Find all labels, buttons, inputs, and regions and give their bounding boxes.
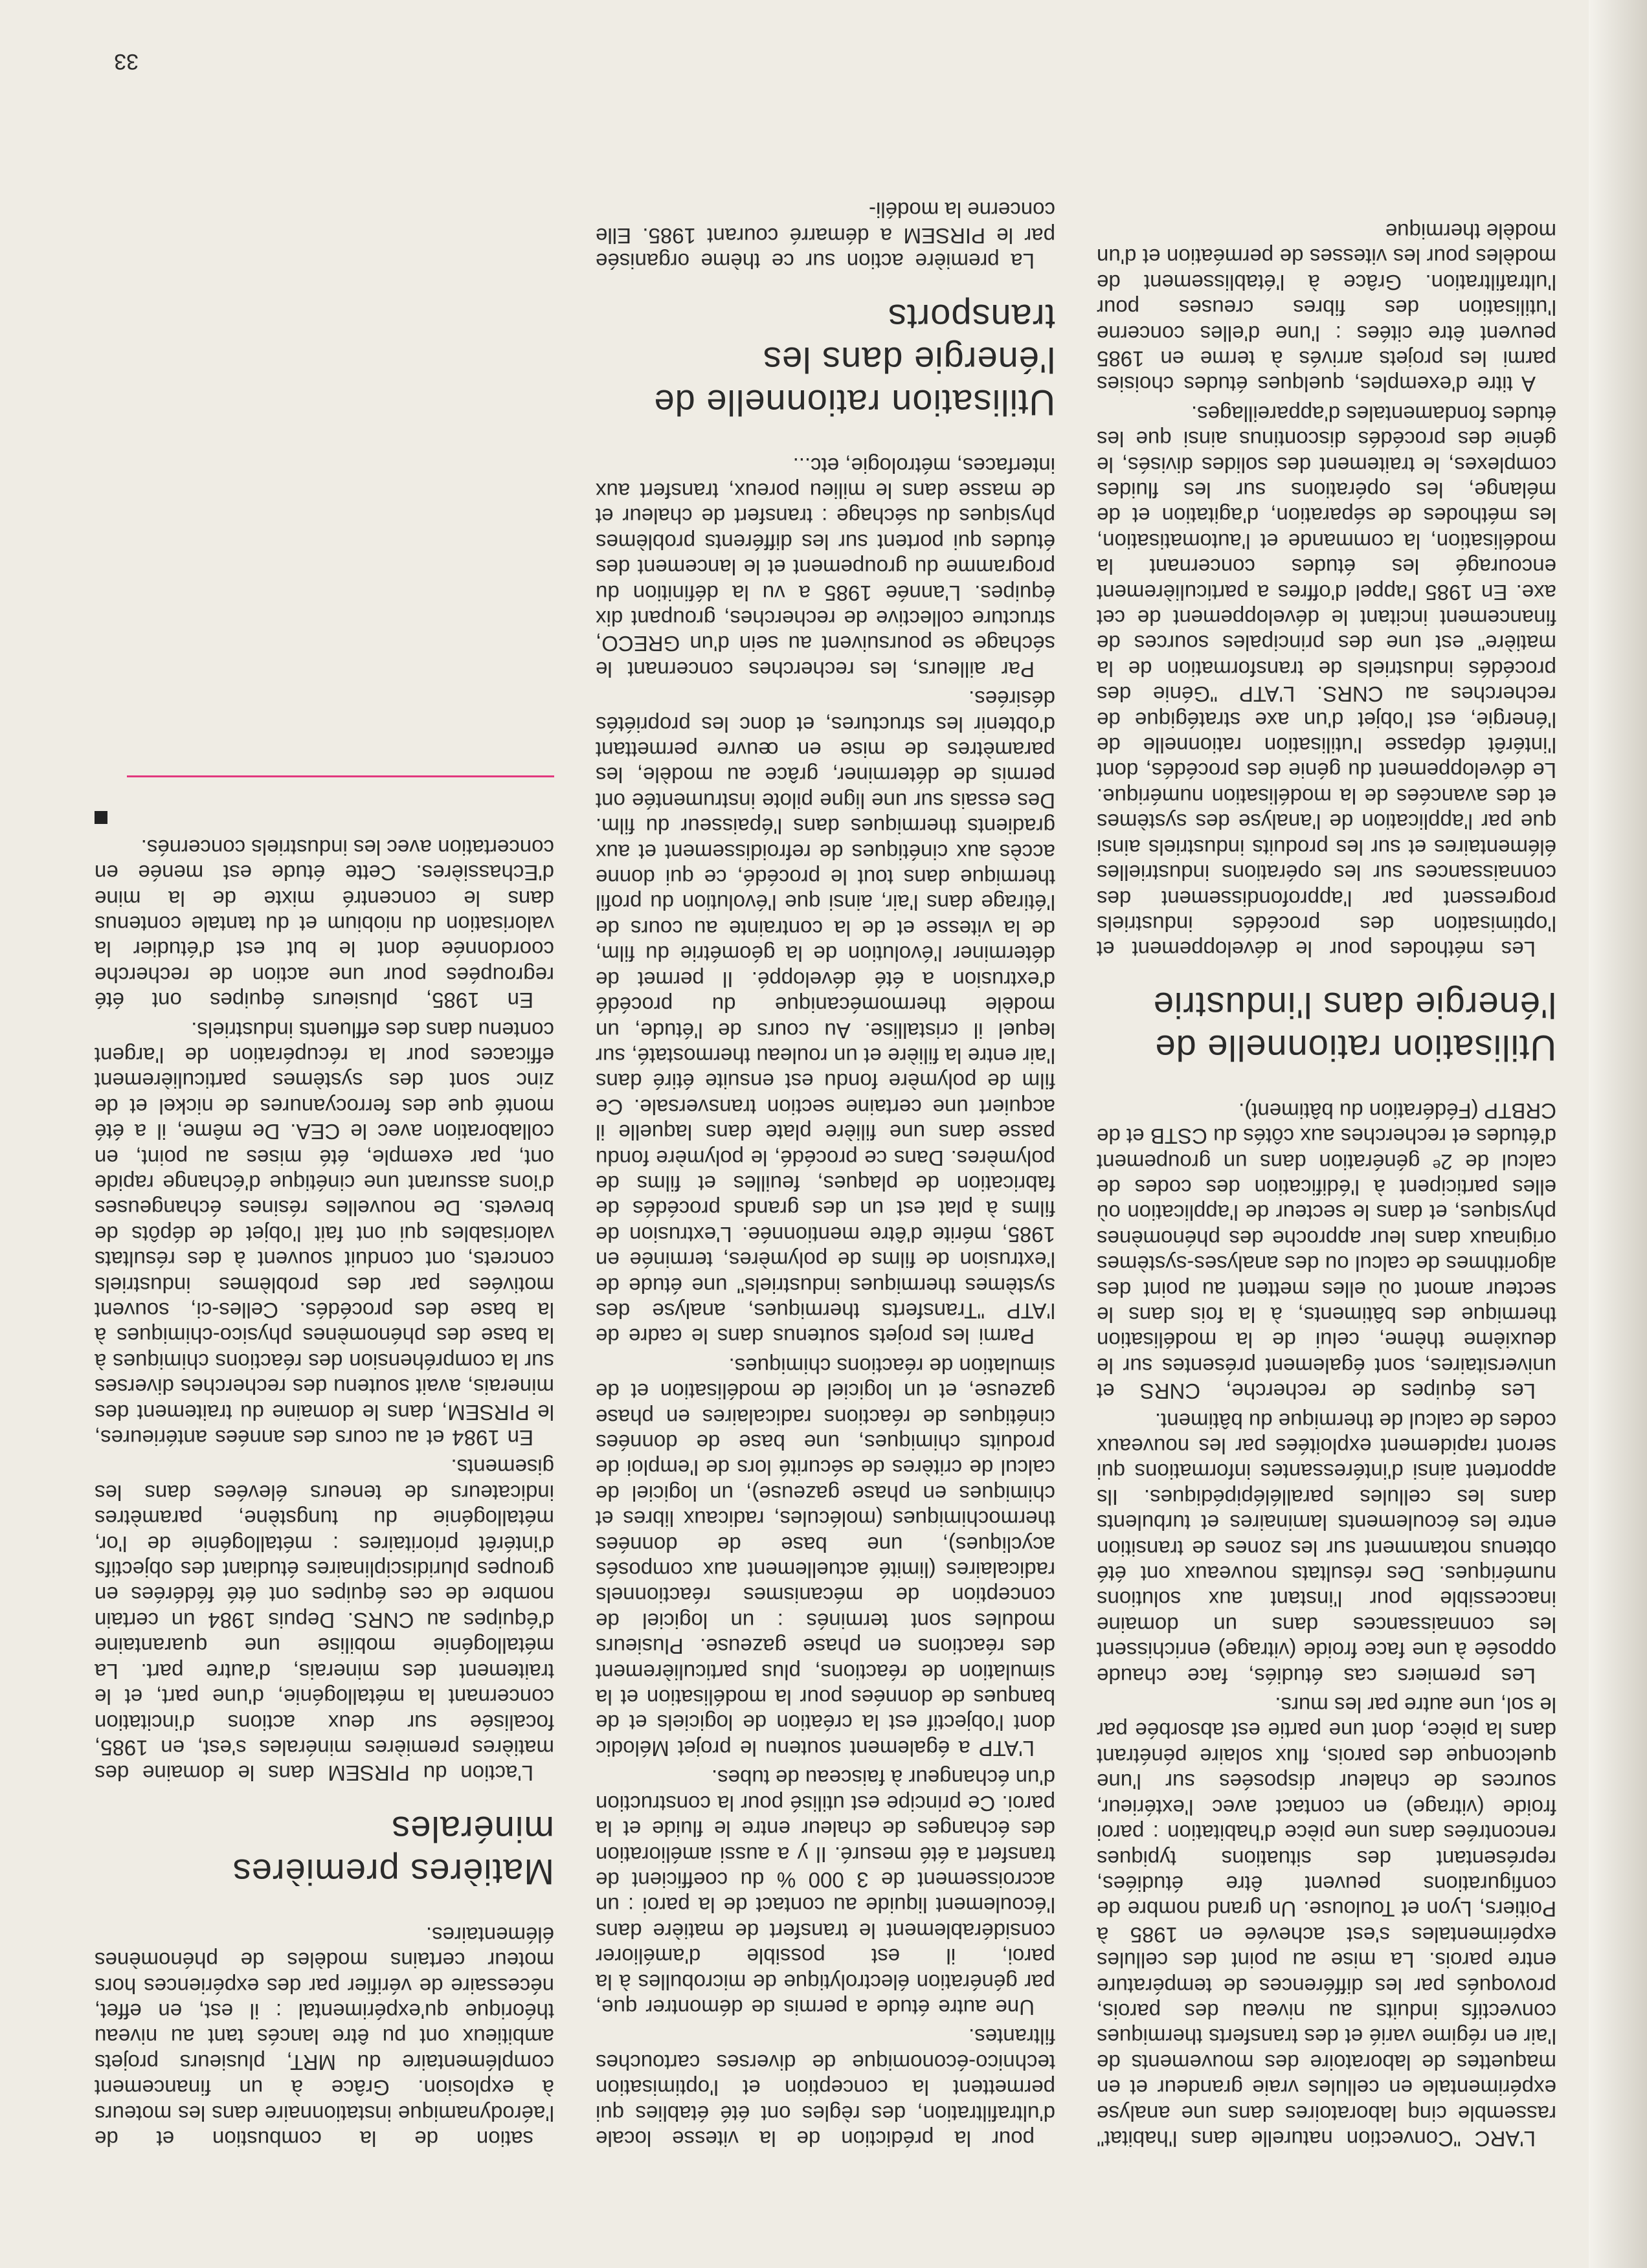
paragraph: Les premiers cas étudiés, face chaude opposée à une face froide (vitrage) enrichissent les connaissances dans un domaine inaccessible pour l'instant aux solutions numériques. Des résultats nouveaux ont été obtenus notamment sur les zones de transition entre les écoulements laminaires et turbulents dans les cellules parallélépipédiques. Ils apportent ainsi d'intéressantes informations qui seront rapidement exploitées par les nouveaux codes de calcul de thermique du bâtiment. (1097, 1408, 1556, 1688)
pink-divider-rule (127, 775, 554, 777)
column-1 (1097, 215, 1556, 2151)
paragraph: La première action sur ce thème organisée par le PIRSEM a démarré courant 1985. Elle concerne la modéli- (596, 198, 1055, 274)
paragraph: Une autre étude a permis de démontrer que, par génération électrolytique de microbulles à la paroi, il est possible d'améliorer considérablement le transfert de matière dans l'écoulement liquide au contact de la paroi : un accroissement de 3 000 % du coefficient de transfert a été mesuré. Il y a aussi amélioration des échanges de chaleur entre le fluide et la paroi. Ce principe est utilisé pour la construction d'un échangeur à faisceau de tubes. (596, 1766, 1055, 2019)
paragraph: Les équipes de recherche, CNRS et universitaires, sont également présentes sur le deuxième thème, celui de la modélisation thermique des bâtiments, à la fois dans le secteur amont où elles mettent au point des algorithmes de calcul ou des analyses-systèmes originaux dans leur approche des phénomènes physiques, et dans le secteur de l'application où elles participent à l'édification des codes de calcul de 2ᵉ génération dans un groupement d'études et recherches aux côtés du CSTB et de CRBTP (Fédération du bâtiment). (1097, 1098, 1556, 1404)
column-3 (95, 752, 554, 2151)
paragraph: A titre d'exemples, quelques études choisies parmi les projets arrivés à terme en 1985 peuvent être citées : l'une d'elles concerne l'utilisation des fibres creuses pour l'ultrafiltration. Grâce à l'établissement de modèles pour les vitesses de perméation et d'un modèle thermique (1097, 219, 1556, 397)
paragraph: Par ailleurs, les recherches concernant le séchage se poursuivent au sein d'un GRECO, structure collective de recherches, groupant dix équipes. L'année 1985 a vu la définition du programme du groupement et le lancement des études qui portent sur les différents problèmes physiques du séchage : transfert de chaleur et de masse dans le milieu poreux, transfert aux interfaces, métrologie, etc... (596, 453, 1055, 682)
heading-industrie: Utilisation rationnelle de l'énergie dans l'industrie (1152, 985, 1556, 1069)
heading-transports: Utilisation rationnelle de l'énergie dans les transports (653, 297, 1055, 424)
page-number: 33 (114, 49, 139, 74)
paragraph: L'action du PIRSEM dans le domaine des matières premières minérales s'est, en 1985, focalisée sur deux actions d'incitation concernant la métallogénie, d'une part, et le traitement des minerais, d'autre part. La métallogénie mobilise une quarantaine d'équipes au CNRS. Depuis 1984 un certain nombre de ces équipes ont été fédérées en groupes pluridisciplinaires étudiant des objectifs d'intérêt prioritaires : métallogénie de l'or, métallogénie du tungstène, paramètres indicateurs de teneurs élevées dans les gisements. (95, 1455, 554, 1786)
paragraph: Les méthodes pour le développement et l'optimisation des procédés industriels progressent par l'approfondissement des connaissances sur les opérations industrielles élémentaires et sur les produits industriels ainsi que par l'application de l'analyse des systèmes et des avancées de la modélisation numérique. Le développement du génie des procédés, dont l'intérêt dépasse l'utilisation rationnelle de l'énergie, est l'objet d'un axe stratégique de recherches au CNRS. L'ATP "Génie des procédés industriels de transformation de la matière" est une des principales sources de financement incitant le développement de cet axe. En 1985 l'appel d'offres a particulièrement encouragé les études concernant la modélisation, la commande et l'automatisation, les méthodes de séparation, d'agitation et de mélange, les opérations sur les fluides complexes, le traitement des solides divisés, le génie des procédés discontinus ainsi que les études fondamentales d'appareillages. (1097, 401, 1556, 962)
end-of-article-mark (95, 811, 107, 824)
heading-matieres: Matières premières minérales (232, 1809, 554, 1893)
column-2 (596, 194, 1055, 2151)
paragraph: pour la prédiction de la vitesse locale d'ultrafiltration, des règles ont été établies qui permettent la conception et l'optimisation technico-économique de diverses cartouches filtrantes. (596, 2025, 1055, 2151)
paragraph: En 1984 et au cours des années antérieures, le PIRSEM, dans le domaine du traitement des minerais, avait soutenu des recherches diverses sur la compréhension des réactions chimiques à la base des phénomènes physico-chimiques à la base des procédés. Celles-ci, souvent motivées par des problèmes industriels concrets, ont conduit souvent à des résultats valorisables qui ont fait l'objet de dépôts de brevets. De nouvelles résines échangeuses d'ions assurant une cinétique d'échange rapide ont, par exemple, été mises au point, en collaboration avec le CEA. De même, il a été monté que des ferrocyanures de nickel et de zinc sont des systèmes particulièrement efficaces pour la récupération de l'argent contenu dans des effluents industriels. (95, 1017, 554, 1451)
paragraph: L'ATP a également soutenu le projet Mélodic dont l'objectif est la création de logiciels et de banques de données pour la modélisation et la simulation de réactions, plus particulièrement des réactions en phase gazeuse. Plusieurs modules sont terminés : un logiciel de conception de mécanismes réactionnels radicalaires (limité actuellement aux composés acycliques), une base de données thermochimiques (molécules, radicaux libres et chimiques en phase gazeuse), un logiciel de calcul de critères de sécurité lors de l'emploi de produits chimiques, une base de données cinétiques de réactions radicalaires en phase gazeuse, et un logiciel de modélisation et de simulation de réactions chimiques. (596, 1353, 1055, 1761)
page-binding-shadow (1589, 0, 1647, 2268)
paragraph: sation de la combustion et de l'aérodynamique instationnaire dans les moteurs à explosion. Grâce à un financement complémentaire du MRT, plusieurs projets ambitieux ont pu être lancés tant au niveau théorique qu'expérimental : il est, en effet, nécessaire de vérifier par des expériences hors moteur certains modèles de phénomènes élémentaires. (95, 1922, 554, 2151)
paragraph: En 1985, plusieurs équipes ont été regroupées pour une action de recherche coordonnée dont le but est d'étudier la valorisation du niobium et du tantale contenus dans le concentré mixte de la mine d'Echassières. Cette étude est menée en concertation avec les industriels concernés. (95, 835, 554, 1013)
paragraph: L'ARC "Convection naturelle dans l'habitat" rassemble cinq laboratoires dans une analyse expérimentale en cellules vraie grandeur et en maquettes de laboratoire des mouvements de l'air en régime varié et des transferts thermiques convectifs induits au niveau des parois, provoqués par les différences de température entre parois. La mise au point des cellules expérimentales s'est achevée en 1985 à Poitiers, Lyon et Toulouse. Un grand nombre de configurations peuvent être étudiées, représentant des situations typiques rencontrées dans une pièce d'habitation : paroi froide (vitrage) en contact avec l'extérieur, sources de chaleur disposées sur l'une quelconque des parois, flux solaire pénétrant dans la pièce, dont une partie est absorbée par le sol, une autre par les murs. (1097, 1693, 1556, 2151)
paragraph: Parmi les projets soutenus dans le cadre de l'ATP "Transferts thermiques, analyse des systèmes thermiques industriels" une étude de l'extrusion de films de polymères, terminée en 1985, mérite d'être mentionnée. L'extrusion de films à plat est un des grands procédés de fabrication de plaques, feuilles et films de polymères. Dans ce procédé, le polymère fondu passe dans une filière plate dans laquelle il acquiert une certaine section transversale. Ce film de polymère fondu est ensuite étiré dans l'air entre la filière et un rouleau thermostaté, sur lequel il cristallise. Au cours de l'étude, un modèle thermomécanique du procédé d'extrusion a été développé. Il permet de déterminer l'évolution de la géométrie du film, de la vitesse et de la contrainte au cours de l'étirage dans l'air, ainsi que l'évolution du profil thermique dans tout le procédé, ce qui donne accès aux cinétiques de refroidissement et aux gradients thermiques dans l'épaisseur du film. Des essais sur une ligne pilote instrumentée ont permis de déterminer, grâce au modèle, les paramètres de mise en œuvre permettant d'obtenir les structures, et donc les propriétés désirées. (596, 687, 1055, 1349)
